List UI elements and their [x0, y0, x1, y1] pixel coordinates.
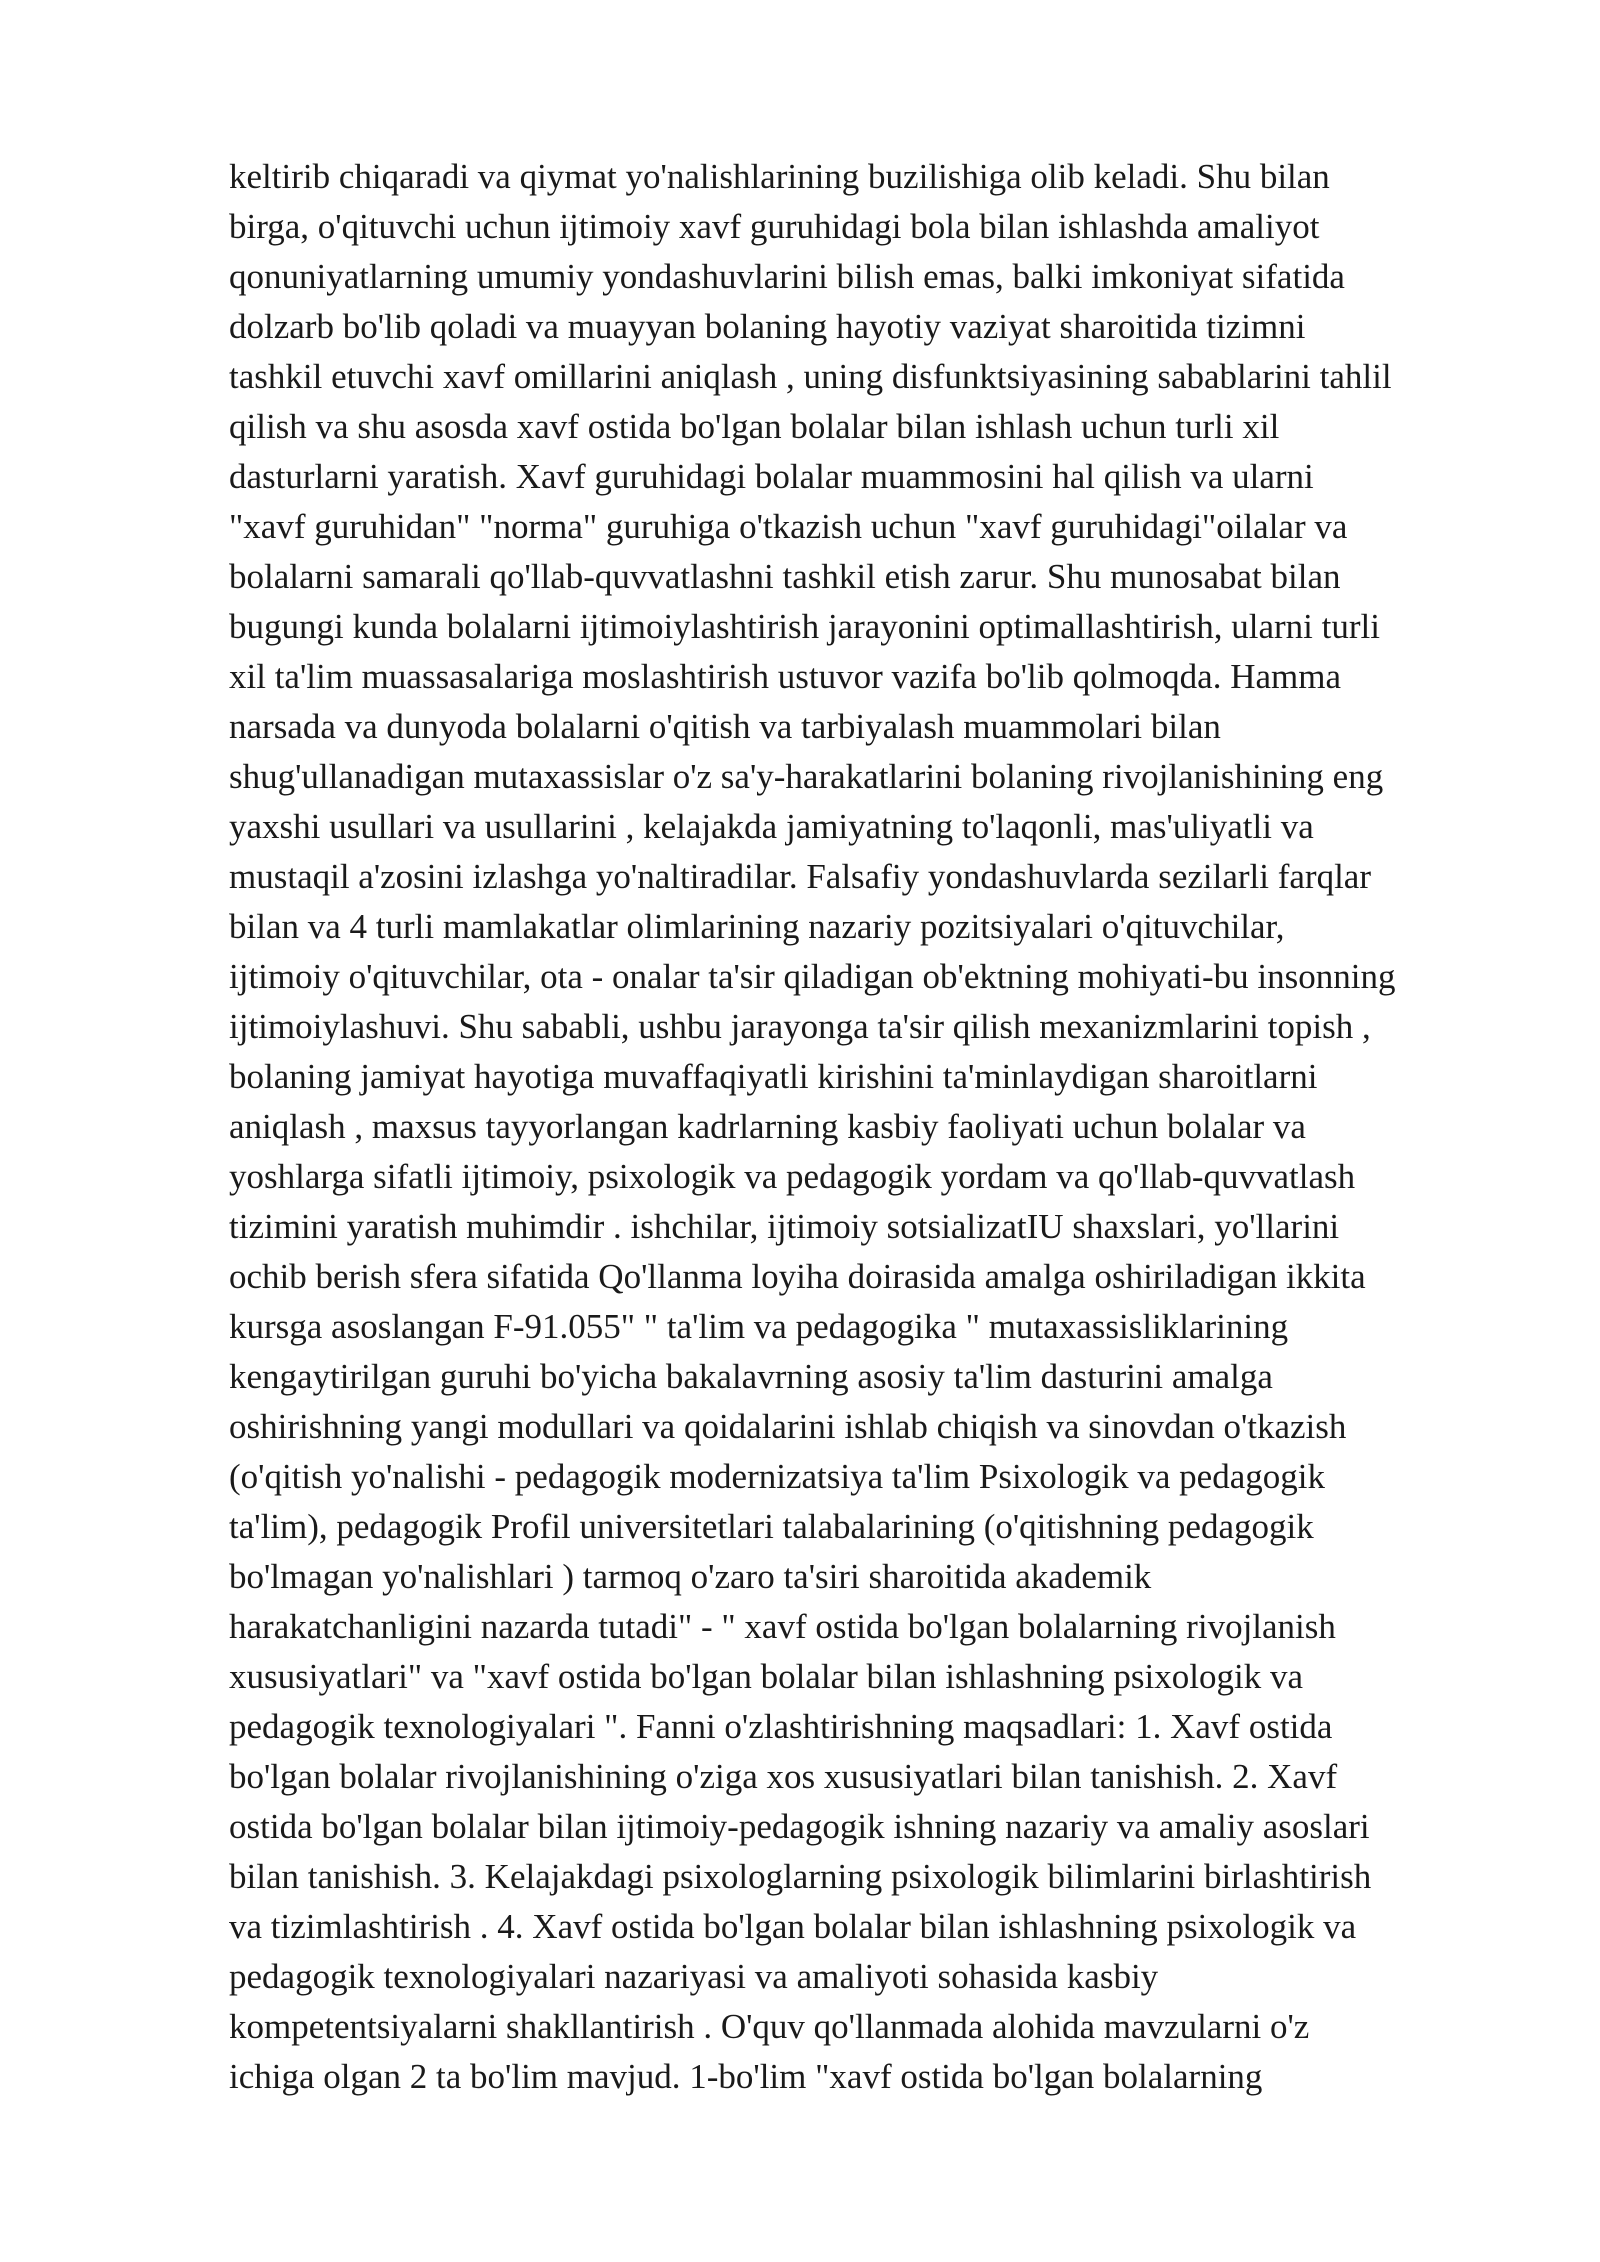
- text-line: yaxshi usullari va usullarini , kelajakda jamiyatning to'laqonli, mas'uliyatli va: [229, 807, 1314, 846]
- text-line: bilan va 4 turli mamlakatlar olimlarining nazariy pozitsiyalari o'qituvchilar,: [229, 907, 1285, 946]
- text-line: bo'lgan bolalar rivojlanishining o'ziga xos xususiyatlari bilan tanishish. 2. Xavf: [229, 1757, 1338, 1796]
- text-line: tashkil etuvchi xavf omillarini aniqlash , uning disfunktsiyasining sabablarini tahlil: [229, 357, 1392, 396]
- text-line: birga, o'qituvchi uchun ijtimoiy xavf guruhidagi bola bilan ishlashda amaliyot: [229, 207, 1320, 246]
- text-line: oshirishning yangi modullari va qoidalarini ishlab chiqish va sinovdan o'tkazish: [229, 1407, 1347, 1446]
- text-line: pedagogik texnologiyalari nazariyasi va amaliyoti sohasida kasbiy: [229, 1957, 1159, 1996]
- text-line: ostida bo'lgan bolalar bilan ijtimoiy-pedagogik ishning nazariy va amaliy asoslari: [229, 1807, 1370, 1846]
- text-line: xil ta'lim muassasalariga moslashtirish ustuvor vazifa bo'lib qolmoqda. Hamma: [229, 657, 1341, 696]
- text-line: "xavf guruhidan" "norma" guruhiga o'tkazish uchun "xavf guruhidagi"oilalar va: [229, 507, 1348, 546]
- text-line: va tizimlashtirish . 4. Xavf ostida bo'lgan bolalar bilan ishlashning psixologik va: [229, 1907, 1357, 1946]
- text-line: mustaqil a'zosini izlashga yo'naltiradilar. Falsafiy yondashuvlarda sezilarli farqlar: [229, 857, 1371, 896]
- text-line: pedagogik texnologiyalari ". Fanni o'zlashtirishning maqsadlari: 1. Xavf ostida: [229, 1707, 1333, 1746]
- text-line: qonuniyatlarning umumiy yondashuvlarini bilish emas, balki imkoniyat sifatida: [229, 257, 1345, 296]
- text-line: ijtimoiy o'qituvchilar, ota - onalar ta'sir qiladigan ob'ektning mohiyati-bu insonning: [229, 957, 1396, 996]
- text-line: bolalarni samarali qo'llab-quvvatlashni tashkil etish zarur. Shu munosabat bilan: [229, 557, 1341, 596]
- text-line: dasturlarni yaratish. Xavf guruhidagi bolalar muammosini hal qilish va ularni: [229, 457, 1314, 496]
- text-line: bugungi kunda bolalarni ijtimoiylashtirish jarayonini optimallashtirish, ularni turli: [229, 607, 1380, 646]
- text-line: kursga asoslangan F-91.055" " ta'lim va pedagogika " mutaxassisliklarining: [229, 1307, 1289, 1346]
- text-line: harakatchanligini nazarda tutadi" - " xavf ostida bo'lgan bolalarning rivojlanish: [229, 1607, 1336, 1646]
- text-line: narsada va dunyoda bolalarni o'qitish va tarbiyalash muammolari bilan: [229, 707, 1221, 746]
- text-line: tizimini yaratish muhimdir . ishchilar, ijtimoiy sotsializatIU shaxslari, yo'llarini: [229, 1207, 1340, 1246]
- text-line: kompetentsiyalarni shakllantirish . O'quv qo'llanmada alohida mavzularni o'z: [229, 2007, 1310, 2046]
- text-line: (o'qitish yo'nalishi - pedagogik modernizatsiya ta'lim Psixologik va pedagogik: [229, 1457, 1325, 1496]
- text-line: ta'lim), pedagogik Profil universitetlari talabalarining (o'qitishning pedagogik: [229, 1507, 1314, 1546]
- text-line: bolaning jamiyat hayotiga muvaffaqiyatli kirishini ta'minlaydigan sharoitlarni: [229, 1057, 1318, 1096]
- text-line: bo'lmagan yo'nalishlari ) tarmoq o'zaro ta'siri sharoitida akademik: [229, 1557, 1152, 1596]
- text-line: yoshlarga sifatli ijtimoiy, psixologik va pedagogik yordam va qo'llab-quvvatlash: [229, 1157, 1356, 1196]
- text-line: aniqlash , maxsus tayyorlangan kadrlarning kasbiy faoliyati uchun bolalar va: [229, 1107, 1306, 1146]
- text-line: ijtimoiylashuvi. Shu sababli, ushbu jarayonga ta'sir qilish mexanizmlarini topish ,: [229, 1007, 1371, 1046]
- text-line: ichiga olgan 2 ta bo'lim mavjud. 1-bo'lim "xavf ostida bo'lgan bolalarning: [229, 2057, 1263, 2096]
- text-line: dolzarb bo'lib qoladi va muayyan bolaning hayotiy vaziyat sharoitida tizimni: [229, 307, 1306, 346]
- text-line: keltirib chiqaradi va qiymat yo'nalishlarining buzilishiga olib keladi. Shu bilan: [229, 157, 1330, 196]
- text-line: ochib berish sfera sifatida Qo'llanma loyiha doirasida amalga oshiriladigan ikkita: [229, 1257, 1366, 1296]
- text-line: qilish va shu asosda xavf ostida bo'lgan bolalar bilan ishlash uchun turli xil: [229, 407, 1280, 446]
- text-line: xususiyatlari" va "xavf ostida bo'lgan bolalar bilan ishlashning psixologik va: [229, 1657, 1304, 1696]
- body-paragraph: [229, 152, 1529, 2102]
- text-line: bilan tanishish. 3. Kelajakdagi psixologlarning psixologik bilimlarini birlashtirish: [229, 1857, 1372, 1896]
- text-line: shug'ullanadigan mutaxassislar o'z sa'y-harakatlarini bolaning rivojlanishining eng: [229, 757, 1384, 796]
- text-line: kengaytirilgan guruhi bo'yicha bakalavrning asosiy ta'lim dasturini amalga: [229, 1357, 1273, 1396]
